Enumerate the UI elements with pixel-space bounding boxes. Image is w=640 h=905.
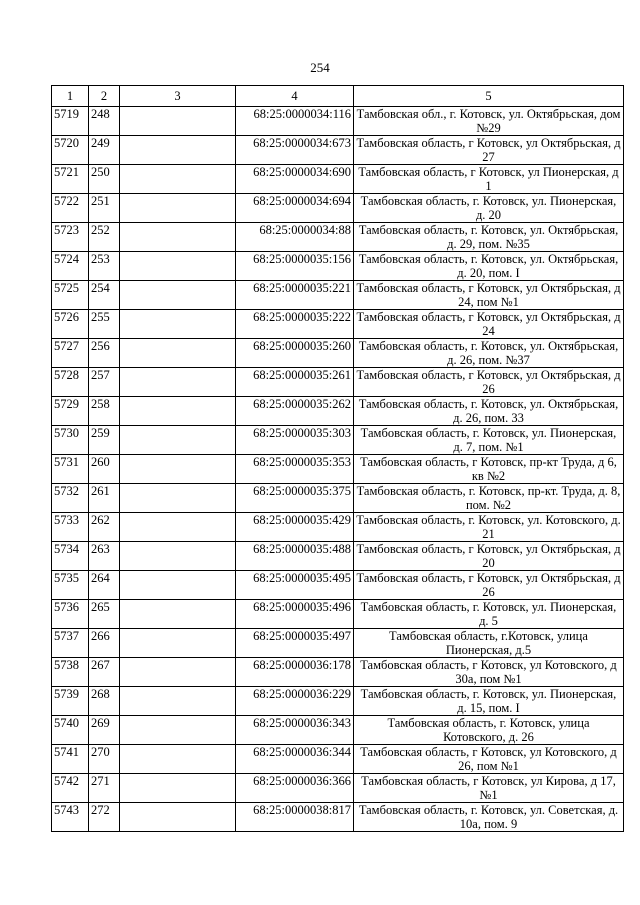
empty-cell [120,194,236,223]
registry-table-body [52,86,624,832]
table-row [52,136,624,165]
sub-number-cell: 251 [89,194,120,223]
sub-number-cell: 250 [89,165,120,194]
address-cell: Тамбовская область, г. Котовск, ул. Пионерская, д. 7, пом. №1 [354,426,624,455]
row-number-cell: 5728 [52,368,89,397]
table-row [52,484,624,513]
cadastral-number-cell: 68:25:0000034:694 [236,194,354,223]
column-header: 1 [52,86,89,107]
empty-cell [120,774,236,803]
sub-number-cell: 269 [89,716,120,745]
row-number-cell: 5737 [52,629,89,658]
row-number-cell: 5738 [52,658,89,687]
cadastral-number-cell: 68:25:0000035:495 [236,571,354,600]
row-number-cell: 5729 [52,397,89,426]
address-cell: Тамбовская область, г. Котовск, ул. Котовского, д. 21 [354,513,624,542]
sub-number-cell: 264 [89,571,120,600]
address-cell: Тамбовская область, г. Котовск, улица Котовского, д. 26 [354,716,624,745]
address-cell: Тамбовская область, г Котовск, ул Октябрьская, д 20 [354,542,624,571]
empty-cell [120,745,236,774]
row-number-cell: 5741 [52,745,89,774]
sub-number-cell: 271 [89,774,120,803]
empty-cell [120,629,236,658]
table-row [52,252,624,281]
empty-cell [120,252,236,281]
empty-cell [120,397,236,426]
sub-number-cell: 272 [89,803,120,832]
cadastral-number-cell: 68:25:0000035:497 [236,629,354,658]
address-cell: Тамбовская область, г Котовск, ул Октябрьская, д 27 [354,136,624,165]
cadastral-number-cell: 68:25:0000035:260 [236,339,354,368]
empty-cell [120,600,236,629]
cadastral-number-cell: 68:25:0000035:303 [236,426,354,455]
sub-number-cell: 266 [89,629,120,658]
sub-number-cell: 258 [89,397,120,426]
sub-number-cell: 254 [89,281,120,310]
table-row [52,223,624,252]
address-cell: Тамбовская область, г Котовск, ул Октябрьская, д 24 [354,310,624,339]
empty-cell [120,542,236,571]
column-header: 3 [120,86,236,107]
column-header: 5 [354,86,624,107]
empty-cell [120,281,236,310]
sub-number-cell: 262 [89,513,120,542]
row-number-cell: 5719 [52,107,89,136]
table-row [52,339,624,368]
empty-cell [120,571,236,600]
row-number-cell: 5733 [52,513,89,542]
row-number-cell: 5740 [52,716,89,745]
cadastral-number-cell: 68:25:0000034:690 [236,165,354,194]
row-number-cell: 5722 [52,194,89,223]
cadastral-number-cell: 68:25:0000038:817 [236,803,354,832]
cadastral-number-cell: 68:25:0000034:673 [236,136,354,165]
address-cell: Тамбовская область, г. Котовск, ул. Октябрьская, д. 20, пом. I [354,252,624,281]
address-cell: Тамбовская область, г Котовск, ул Октябрьская, д 26 [354,571,624,600]
empty-cell [120,165,236,194]
address-cell: Тамбовская область, г Котовск, ул Октябрьская, д 26 [354,368,624,397]
cadastral-number-cell: 68:25:0000036:178 [236,658,354,687]
column-header: 4 [236,86,354,107]
sub-number-cell: 257 [89,368,120,397]
address-cell: Тамбовская область, г. Котовск, ул. Октябрьская, д. 29, пом. №35 [354,223,624,252]
table-row [52,542,624,571]
address-cell: Тамбовская область, г. Котовск, ул. Советская, д. 10а, пом. 9 [354,803,624,832]
row-number-cell: 5727 [52,339,89,368]
empty-cell [120,687,236,716]
row-number-cell: 5734 [52,542,89,571]
sub-number-cell: 270 [89,745,120,774]
sub-number-cell: 255 [89,310,120,339]
table-row [52,774,624,803]
row-number-cell: 5723 [52,223,89,252]
empty-cell [120,223,236,252]
row-number-cell: 5739 [52,687,89,716]
cadastral-number-cell: 68:25:0000034:88 [236,223,354,252]
empty-cell [120,455,236,484]
cadastral-number-cell: 68:25:0000035:496 [236,600,354,629]
empty-cell [120,484,236,513]
column-header: 2 [89,86,120,107]
table-row [52,687,624,716]
sub-number-cell: 263 [89,542,120,571]
sub-number-cell: 265 [89,600,120,629]
sub-number-cell: 256 [89,339,120,368]
empty-cell [120,339,236,368]
sub-number-cell: 249 [89,136,120,165]
address-cell: Тамбовская область, г Котовск, ул Пионерская, д 1 [354,165,624,194]
registry-table [51,85,624,832]
empty-cell [120,426,236,455]
table-row [52,571,624,600]
empty-cell [120,716,236,745]
address-cell: Тамбовская область, г. Котовск, ул. Пионерская, д. 20 [354,194,624,223]
address-cell: Тамбовская область, г. Котовск, ул. Пионерская, д. 15, пом. I [354,687,624,716]
table-row [52,629,624,658]
page-number: 254 [310,60,330,75]
row-number-cell: 5742 [52,774,89,803]
cadastral-number-cell: 68:25:0000035:488 [236,542,354,571]
cadastral-number-cell: 68:25:0000036:344 [236,745,354,774]
table-row [52,513,624,542]
table-row [52,745,624,774]
table-row [52,397,624,426]
row-number-cell: 5721 [52,165,89,194]
address-cell: Тамбовская область, г.Котовск, улица Пионерская, д.5 [354,629,624,658]
cadastral-number-cell: 68:25:0000035:222 [236,310,354,339]
cadastral-number-cell: 68:25:0000035:353 [236,455,354,484]
table-row [52,165,624,194]
row-number-cell: 5720 [52,136,89,165]
row-number-cell: 5736 [52,600,89,629]
row-number-cell: 5735 [52,571,89,600]
address-cell: Тамбовская область, г. Котовск, пр-кт. Труда, д. 8, пом. №2 [354,484,624,513]
table-row [52,803,624,832]
empty-cell [120,310,236,339]
sub-number-cell: 267 [89,658,120,687]
table-row [52,716,624,745]
cadastral-number-cell: 68:25:0000034:116 [236,107,354,136]
address-cell: Тамбовская область, г. Котовск, ул. Октябрьская, д. 26, пом. №37 [354,339,624,368]
cadastral-number-cell: 68:25:0000036:366 [236,774,354,803]
table-row [52,368,624,397]
table-row [52,107,624,136]
row-number-cell: 5725 [52,281,89,310]
table-row [52,194,624,223]
row-number-cell: 5732 [52,484,89,513]
sub-number-cell: 248 [89,107,120,136]
address-cell: Тамбовская область, г Котовск, ул Октябрьская, д 24, пом №1 [354,281,624,310]
sub-number-cell: 253 [89,252,120,281]
address-cell: Тамбовская область, г Котовск, пр-кт Труда, д 6, кв №2 [354,455,624,484]
cadastral-number-cell: 68:25:0000035:261 [236,368,354,397]
row-number-cell: 5743 [52,803,89,832]
address-cell: Тамбовская область, г. Котовск, ул. Пионерская, д. 5 [354,600,624,629]
cadastral-number-cell: 68:25:0000035:262 [236,397,354,426]
sub-number-cell: 261 [89,484,120,513]
table-row [52,455,624,484]
table-row [52,310,624,339]
sub-number-cell: 260 [89,455,120,484]
empty-cell [120,513,236,542]
sub-number-cell: 252 [89,223,120,252]
row-number-cell: 5726 [52,310,89,339]
cadastral-number-cell: 68:25:0000036:343 [236,716,354,745]
address-cell: Тамбовская область, г. Котовск, ул. Октябрьская, д. 26, пом. 33 [354,397,624,426]
table-row [52,600,624,629]
address-cell: Тамбовская область, г Котовск, ул Котовского, д 30а, пом №1 [354,658,624,687]
empty-cell [120,107,236,136]
empty-cell [120,136,236,165]
row-number-cell: 5724 [52,252,89,281]
table-row [52,658,624,687]
table-row [52,281,624,310]
address-cell: Тамбовская область, г Котовск, ул Котовского, д 26, пом №1 [354,745,624,774]
row-number-cell: 5731 [52,455,89,484]
cadastral-number-cell: 68:25:0000035:156 [236,252,354,281]
row-number-cell: 5730 [52,426,89,455]
empty-cell [120,658,236,687]
sub-number-cell: 259 [89,426,120,455]
empty-cell [120,803,236,832]
empty-cell [120,368,236,397]
cadastral-number-cell: 68:25:0000036:229 [236,687,354,716]
address-cell: Тамбовская область, г Котовск, ул Кирова, д 17, №1 [354,774,624,803]
table-header-row [52,86,624,107]
cadastral-number-cell: 68:25:0000035:221 [236,281,354,310]
table-row [52,426,624,455]
cadastral-number-cell: 68:25:0000035:429 [236,513,354,542]
address-cell: Тамбовская обл., г. Котовск, ул. Октябрьская, дом №29 [354,107,624,136]
cadastral-number-cell: 68:25:0000035:375 [236,484,354,513]
sub-number-cell: 268 [89,687,120,716]
